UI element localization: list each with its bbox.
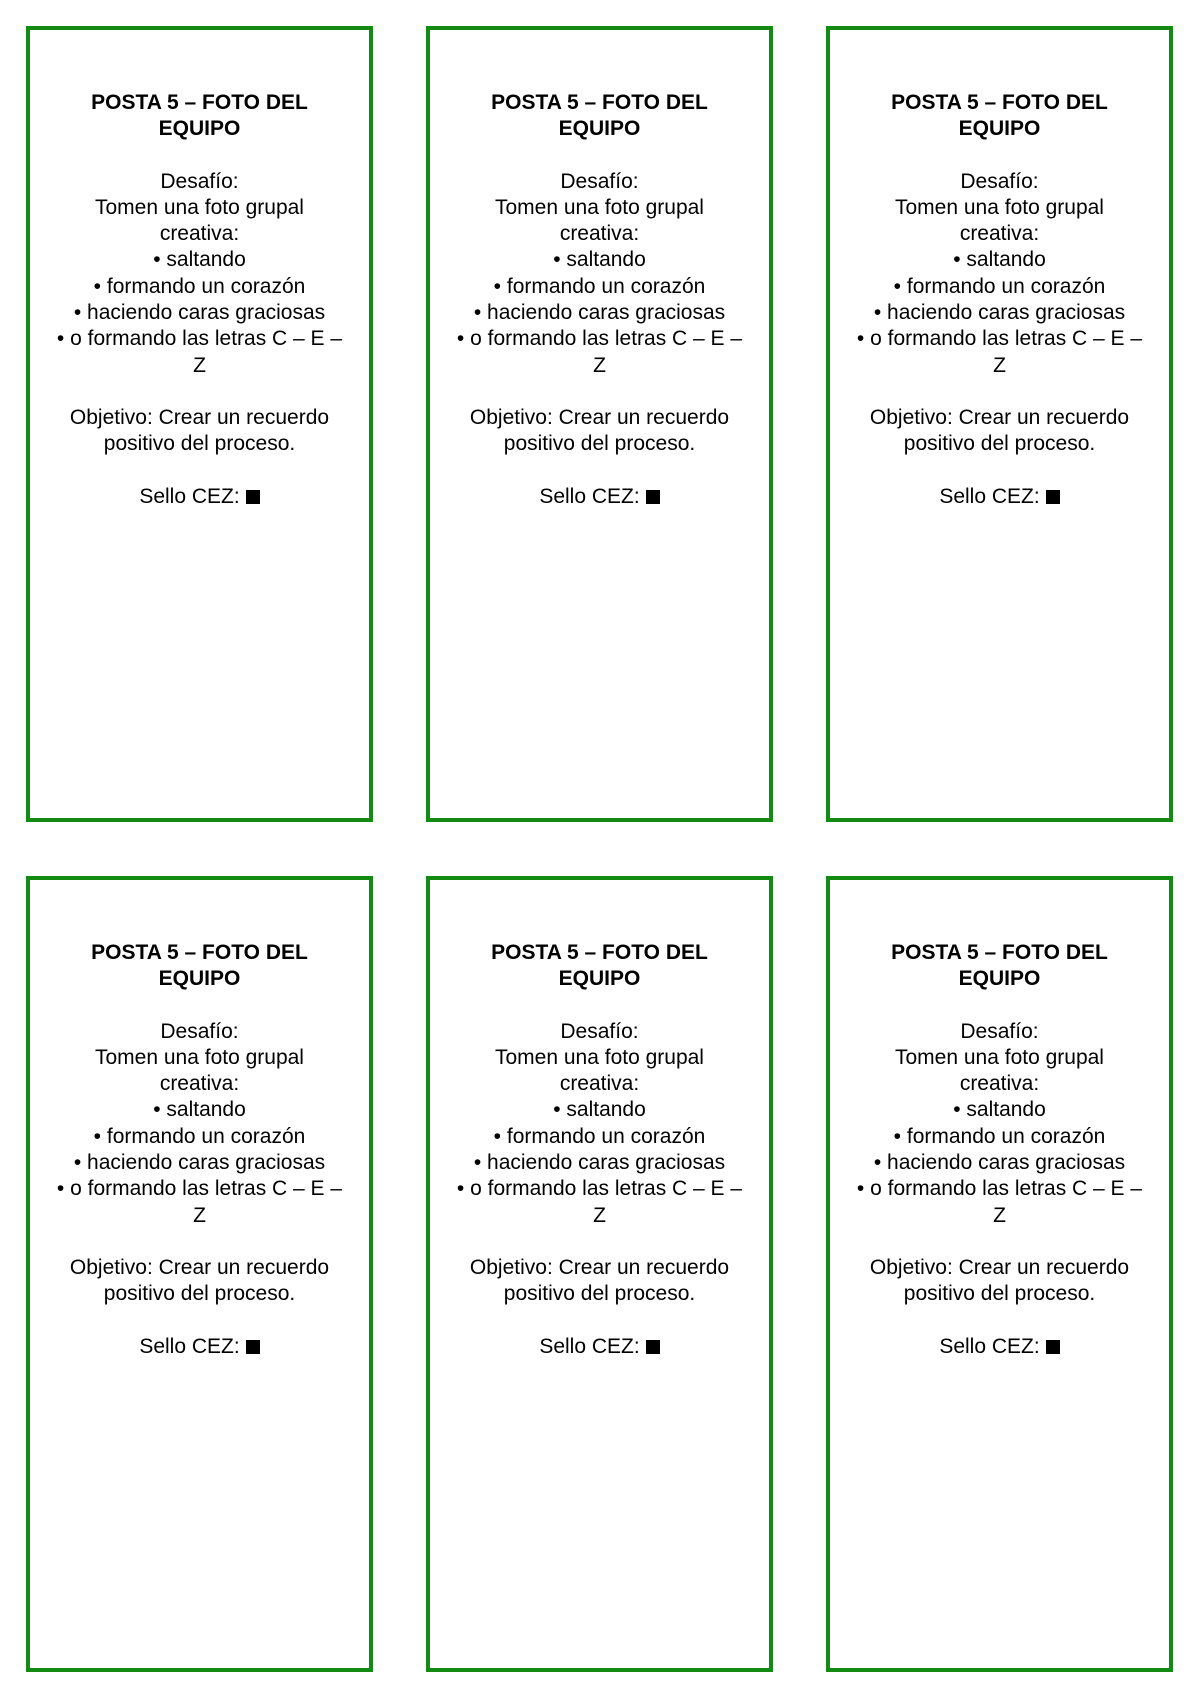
challenge-option: • formando un corazón (493, 274, 706, 298)
challenge-option: • saltando (153, 248, 246, 272)
stamp-row (456, 1334, 743, 1360)
card-title: POSTA 5 – FOTO DEL EQUIPO (91, 941, 308, 991)
stamp-row (56, 1334, 343, 1360)
challenge-text: Tomen una foto grupal creativa: (895, 1045, 1104, 1096)
challenge-text: Tomen una foto grupal creativa: (95, 195, 304, 246)
challenge-label: Desafío: (560, 1019, 639, 1043)
challenge-section (856, 1019, 1143, 1229)
challenge-option: • haciendo caras graciosas (73, 301, 326, 325)
objective-text: Objetivo: Crear un recuerdo positivo del proceso. (869, 405, 1130, 456)
station-card (826, 26, 1173, 822)
challenge-option: • haciendo caras graciosas (873, 301, 1126, 325)
challenge-section (856, 169, 1143, 379)
stamp-row (856, 1334, 1143, 1360)
challenge-text: Tomen una foto grupal creativa: (495, 195, 704, 246)
card-title: POSTA 5 – FOTO DEL EQUIPO (891, 91, 1108, 141)
stamp-row (456, 484, 743, 510)
stamp-label: Sello CEZ: (139, 1334, 240, 1358)
station-card (26, 876, 373, 1672)
objective-text: Objetivo: Crear un recuerdo positivo del proceso. (469, 1255, 730, 1306)
challenge-text: Tomen una foto grupal creativa: (895, 195, 1104, 246)
objective-text: Objetivo: Crear un recuerdo positivo del proceso. (69, 1255, 330, 1306)
square-stamp-icon (1046, 1340, 1060, 1354)
challenge-option: • o formando las letras C – E – Z (456, 1177, 743, 1227)
station-card (826, 876, 1173, 1672)
challenge-option: • o formando las letras C – E – Z (856, 1177, 1143, 1227)
card-title: POSTA 5 – FOTO DEL EQUIPO (891, 941, 1108, 991)
square-stamp-icon (646, 1340, 660, 1354)
challenge-option: • formando un corazón (893, 274, 1106, 298)
stamp-label: Sello CEZ: (539, 484, 640, 508)
stamp-label: Sello CEZ: (939, 484, 1040, 508)
challenge-section (56, 1019, 343, 1229)
challenge-section (56, 169, 343, 379)
challenge-option: • saltando (553, 248, 646, 272)
challenge-section (456, 169, 743, 379)
challenge-option: • haciendo caras graciosas (473, 301, 726, 325)
square-stamp-icon (246, 490, 260, 504)
stamp-row (56, 484, 343, 510)
objective-text: Objetivo: Crear un recuerdo positivo del proceso. (869, 1255, 1130, 1306)
challenge-option: • saltando (553, 1098, 646, 1122)
challenge-option: • haciendo caras graciosas (73, 1151, 326, 1175)
square-stamp-icon (646, 490, 660, 504)
challenge-option: • formando un corazón (93, 1124, 306, 1148)
station-card (426, 26, 773, 822)
station-card (26, 26, 373, 822)
challenge-option: • o formando las letras C – E – Z (56, 327, 343, 377)
stamp-row (856, 484, 1143, 510)
card-title: POSTA 5 – FOTO DEL EQUIPO (491, 941, 708, 991)
challenge-option: • saltando (953, 1098, 1046, 1122)
objective-text: Objetivo: Crear un recuerdo positivo del proceso. (69, 405, 330, 456)
challenge-option: • o formando las letras C – E – Z (856, 327, 1143, 377)
challenge-option: • formando un corazón (93, 274, 306, 298)
challenge-label: Desafío: (160, 1019, 239, 1043)
challenge-text: Tomen una foto grupal creativa: (495, 1045, 704, 1096)
challenge-option: • formando un corazón (893, 1124, 1106, 1148)
square-stamp-icon (246, 1340, 260, 1354)
challenge-option: • haciendo caras graciosas (473, 1151, 726, 1175)
card-title: POSTA 5 – FOTO DEL EQUIPO (91, 91, 308, 141)
challenge-option: • formando un corazón (493, 1124, 706, 1148)
stamp-label: Sello CEZ: (939, 1334, 1040, 1358)
challenge-option: • o formando las letras C – E – Z (456, 327, 743, 377)
challenge-text: Tomen una foto grupal creativa: (95, 1045, 304, 1096)
square-stamp-icon (1046, 490, 1060, 504)
station-card (426, 876, 773, 1672)
challenge-option: • haciendo caras graciosas (873, 1151, 1126, 1175)
stamp-label: Sello CEZ: (539, 1334, 640, 1358)
challenge-label: Desafío: (160, 169, 239, 193)
challenge-section (456, 1019, 743, 1229)
challenge-option: • saltando (153, 1098, 246, 1122)
challenge-label: Desafío: (960, 169, 1039, 193)
challenge-option: • saltando (953, 248, 1046, 272)
challenge-label: Desafío: (560, 169, 639, 193)
objective-text: Objetivo: Crear un recuerdo positivo del proceso. (469, 405, 730, 456)
card-title: POSTA 5 – FOTO DEL EQUIPO (491, 91, 708, 141)
stamp-label: Sello CEZ: (139, 484, 240, 508)
challenge-option: • o formando las letras C – E – Z (56, 1177, 343, 1227)
challenge-label: Desafío: (960, 1019, 1039, 1043)
